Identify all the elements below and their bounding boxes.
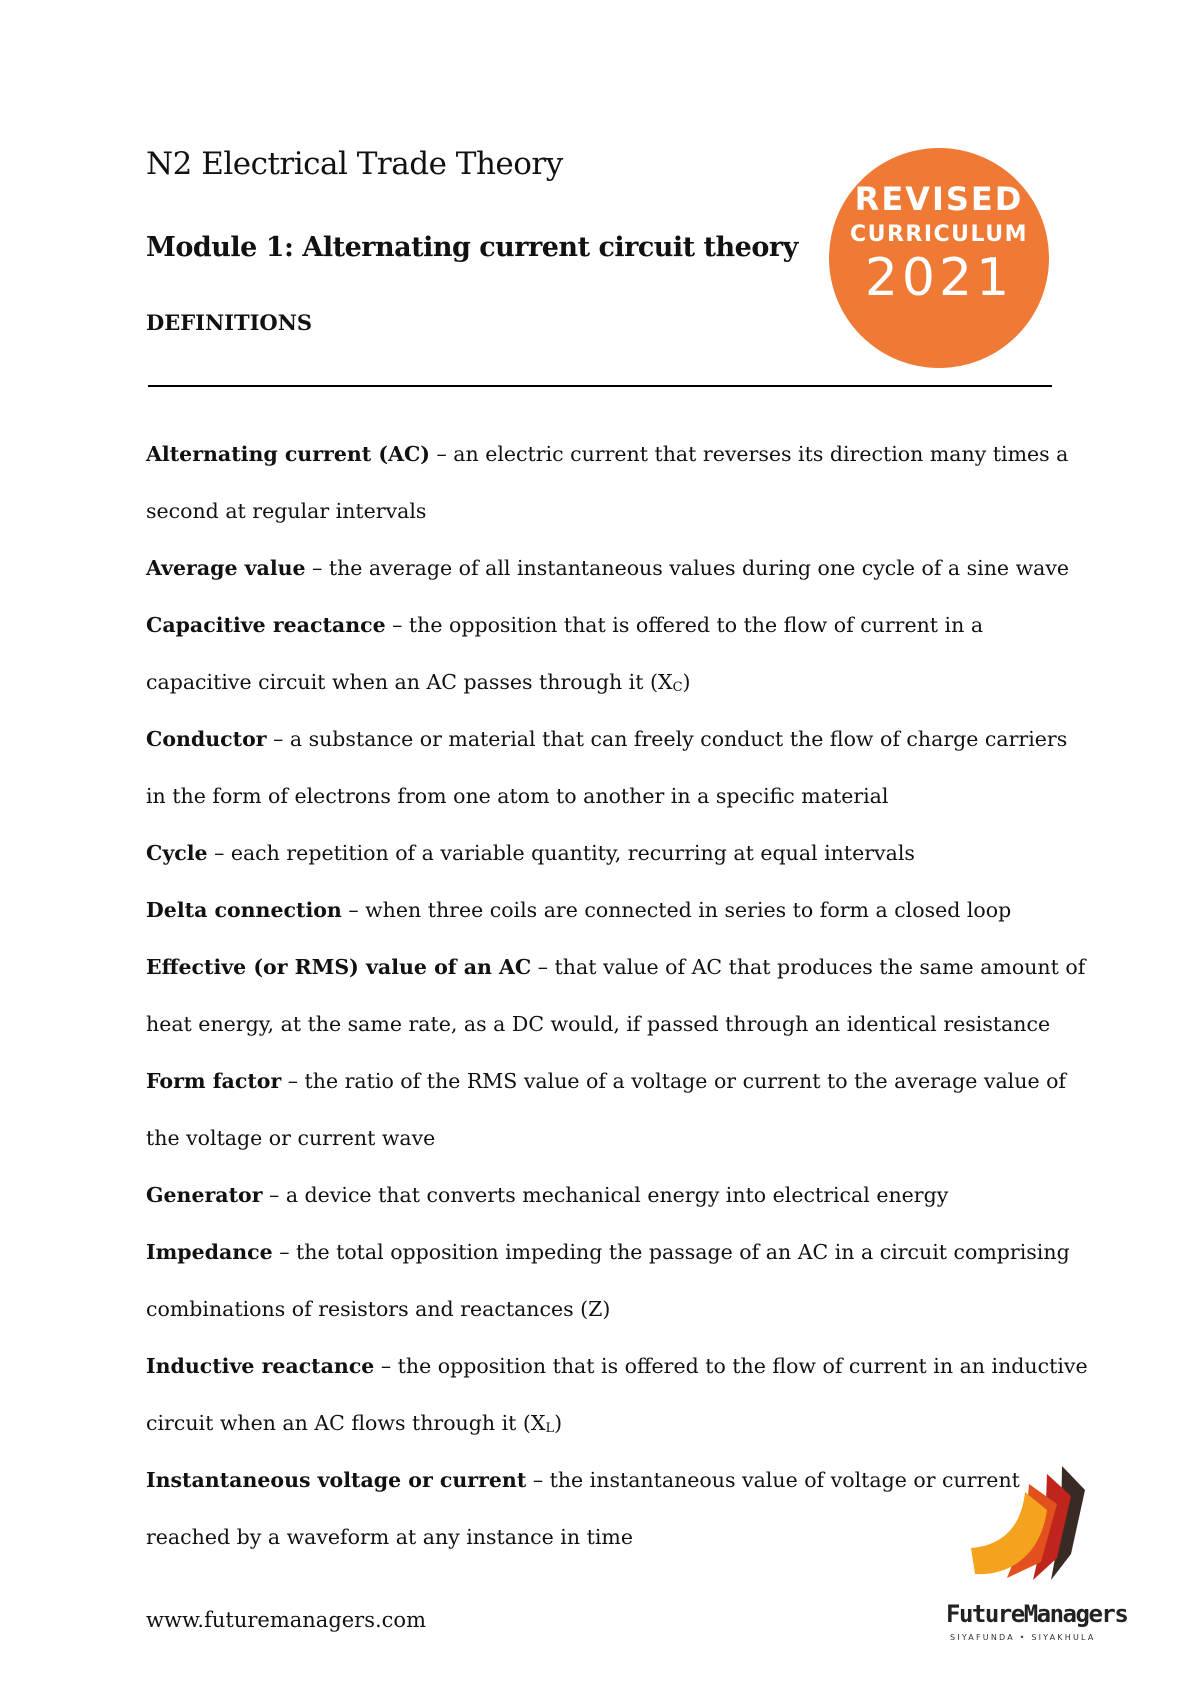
module-heading: Module 1: Alternating current circuit theory — [146, 232, 798, 263]
document-title: N2 Electrical Trade Theory — [146, 146, 563, 182]
subscript: C — [672, 680, 683, 695]
definition-line — [146, 1053, 1076, 1110]
definition-term: Average value — [146, 556, 306, 580]
definition-line — [146, 1167, 1076, 1224]
definition-term: Capacitive reactance — [146, 613, 386, 637]
definition-term: Form factor — [146, 1069, 282, 1093]
definition-line — [146, 1395, 1076, 1452]
definition-line — [146, 654, 1076, 711]
badge-line-curriculum: CURRICULUM — [849, 222, 1029, 247]
definition-text: circuit when an AC flows through it (X — [146, 1411, 546, 1435]
definition-text: – the total opposition impeding the passage of an AC in a circuit comprising — [272, 1240, 1070, 1264]
definition-text: – the opposition that is offered to the flow of current in an inductive — [374, 1354, 1088, 1378]
definition-text: combinations of resistors and reactances (Z) — [146, 1297, 611, 1321]
definition-term: Alternating current (AC) — [146, 442, 430, 466]
definition-text: reached by a waveform at any instance in time — [146, 1525, 633, 1549]
definitions-list — [146, 426, 1088, 1566]
definition-line — [146, 1338, 1088, 1395]
definition-text: – the average of all instantaneous values during one cycle of a sine wave — [305, 556, 1070, 580]
futuremanagers-logo-icon — [967, 1462, 1087, 1582]
definition-line — [146, 711, 1076, 768]
definition-term: Conductor — [146, 727, 267, 751]
definition-text: – the ratio of the RMS value of a voltage or current to the average value of — [281, 1069, 1067, 1093]
definition-text: – when three coils are connected in series to form a closed loop — [341, 898, 1012, 922]
definition-line — [146, 882, 1076, 939]
definition-text: heat energy, at the same rate, as a DC would, if passed through an identical resistance — [146, 1012, 1051, 1036]
definition-term: Impedance — [146, 1240, 273, 1264]
definition-text: in the form of electrons from one atom to another in a specific material — [146, 784, 889, 808]
definition-line — [146, 1224, 1076, 1281]
header-divider — [148, 385, 1052, 387]
definition-line — [146, 768, 1076, 825]
definition-line — [146, 825, 1076, 882]
definition-text: capacitive circuit when an AC passes through it (X — [146, 670, 673, 694]
definition-text: ) — [682, 670, 691, 694]
futuremanagers-logo-text: FutureManagers — [946, 1600, 1128, 1628]
definition-text: – a substance or material that can freely conduct the flow of charge carriers — [266, 727, 1068, 751]
definition-line — [146, 939, 1086, 996]
definition-term: Inductive reactance — [146, 1354, 375, 1378]
definition-term: Cycle — [146, 841, 208, 865]
definition-text: – each repetition of a variable quantity, recurring at equal intervals — [207, 841, 915, 865]
footer-url: www.futuremanagers.com — [146, 1608, 426, 1632]
definition-term: Instantaneous voltage or current — [146, 1468, 527, 1492]
definition-line — [146, 1281, 1076, 1338]
definition-text: ) — [554, 1411, 563, 1435]
definition-line — [146, 483, 1076, 540]
subscript: L — [545, 1421, 555, 1436]
definition-line — [146, 597, 1076, 654]
badge-line-revised: REVISED — [854, 180, 1024, 218]
definition-text: – the instantaneous value of voltage or current — [526, 1468, 1020, 1492]
definition-line — [146, 1452, 1076, 1509]
definition-line — [146, 1110, 1076, 1167]
section-heading: DEFINITIONS — [146, 310, 313, 335]
definition-term: Effective (or RMS) value of an AC — [146, 955, 532, 979]
revised-curriculum-badge — [829, 148, 1049, 368]
definition-term: Delta connection — [146, 898, 342, 922]
definition-text: – the opposition that is offered to the flow of current in a — [385, 613, 984, 637]
definition-line — [146, 540, 1076, 597]
badge-line-year: 2021 — [864, 248, 1014, 308]
definition-line — [146, 1509, 1076, 1566]
definition-line — [146, 426, 1076, 483]
definition-text: – that value of AC that produces the same amount of — [531, 955, 1086, 979]
definition-text: second at regular intervals — [146, 499, 427, 523]
definition-text: the voltage or current wave — [146, 1126, 436, 1150]
definition-text: – a device that converts mechanical energy into electrical energy — [262, 1183, 949, 1207]
logo-tagline: SIYAFUNDA • SIYAKHULA — [950, 1633, 1096, 1642]
definition-text: – an electric current that reverses its direction many times a — [430, 442, 1069, 466]
definition-term: Generator — [146, 1183, 263, 1207]
definition-line — [146, 996, 1076, 1053]
